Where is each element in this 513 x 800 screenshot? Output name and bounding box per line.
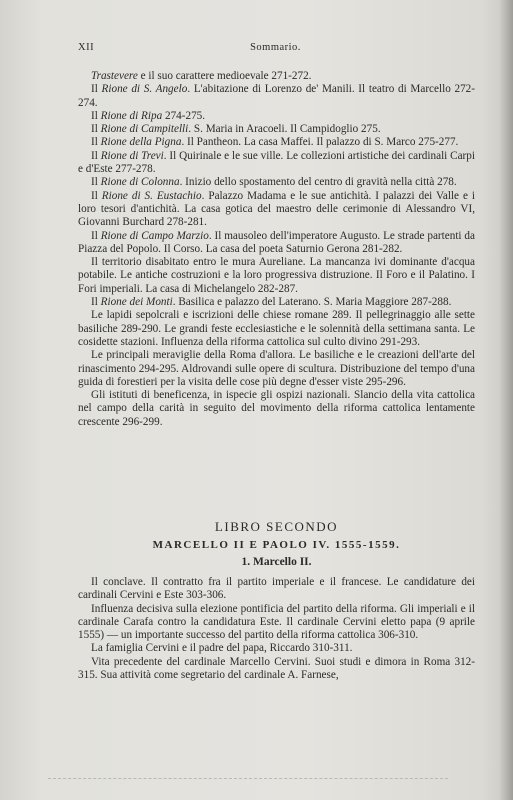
entry-text: Il bbox=[91, 189, 102, 202]
summary-entry bbox=[78, 136, 475, 149]
entry-italic-text: Trastevere bbox=[91, 70, 138, 82]
entry-text: Le principali meraviglie della Roma d'allora. Le basiliche e le creazioni dell'arte del rinascimento 294-295. Aldrovandi sulle opere di scultura. Distribuzione del tempo d'una guida di forestieri per la visita delle cose più degne d'esser viste 295-296. bbox=[78, 349, 475, 388]
entry-italic-text: Rione di Trevi bbox=[100, 149, 164, 162]
entry-italic-text: Rione dei Monti bbox=[100, 296, 173, 309]
summary-entry bbox=[78, 230, 475, 257]
summary-entry bbox=[78, 256, 475, 296]
entry-text: Le lapidi sepolcrali e iscrizioni delle chiese romane 289. Il pellegrinaggio alle sette basiliche 289-290. Le grandi feste ecclesiastiche e le solennità della settimana santa. Le cosidette stazioni. Influenza della riforma cattolica sul culto divino 291-293. bbox=[78, 309, 475, 348]
page-number: XII bbox=[78, 42, 95, 53]
entry-text: . L'abitazione di Lorenzo de' Manili. Il teatro di Marcello 272-274. bbox=[78, 83, 475, 109]
entry-text: e il suo carattere medioevale 271-272. bbox=[137, 70, 312, 82]
entry-italic-text: Rione di Colonna bbox=[100, 176, 180, 189]
entry-text: Il territorio disabitato entro le mura Aureliane. La mancanza ivi dominante d'acqua potabile. Le antiche costruzioni e la loro progressiva distruzione. Il Foro e il Palatino. I Fori imperiali. La casa di Michelangelo 282-287. bbox=[78, 256, 475, 295]
entry-text: . Basilica e palazzo del Laterano. S. Maria Maggiore 287-288. bbox=[172, 296, 452, 309]
entry-text: Il bbox=[91, 229, 101, 242]
entry-text: . Il Quirinale e le sue ville. Le collezioni artistiche dei cardinali Carpi e d'Este 277-278. bbox=[78, 149, 475, 176]
entry-text: Il bbox=[91, 83, 102, 96]
entry-text: . Il Pantheon. La casa Maffei. Il palazzo di S. Marco 275-277. bbox=[181, 136, 459, 149]
summary-entries bbox=[78, 70, 475, 429]
book-title: LIBRO SECONDO bbox=[214, 519, 339, 534]
entry-text: Il bbox=[91, 296, 101, 309]
entry-text: Gli istituti di beneficenza, in ispecie gli ospizi nazionali. Slancio della vita cattolica nel campo della carità in seguito del movimento della riforma cattolica lentamente crescente 296-299. bbox=[78, 389, 475, 428]
entry-text: La famiglia Cervini e il padre del papa, Riccardo 310-311. bbox=[91, 642, 353, 655]
entry-text: Il bbox=[91, 109, 101, 122]
summary-entry bbox=[78, 70, 475, 83]
summary-entry bbox=[78, 349, 475, 389]
entry-italic-text: Rione di Campo Marzio bbox=[100, 229, 209, 242]
entry-text: Il bbox=[91, 123, 101, 136]
summary-entry bbox=[78, 603, 475, 643]
summary-entry bbox=[78, 110, 475, 123]
entry-text: . Il mausoleo dell'imperatore Augusto. Le strade partenti da Piazza del Popolo. Il Corso. La casa del poeta Saturnio Gerona 281-282. bbox=[78, 229, 475, 255]
summary-entry bbox=[78, 642, 475, 655]
chapter-heading: 1. Marcello II. bbox=[241, 556, 312, 568]
summary-entry bbox=[78, 83, 475, 110]
summary-entry bbox=[78, 150, 475, 177]
running-title: Sommario. bbox=[250, 42, 301, 53]
entry-italic-text: Rione di S. Eustachio bbox=[101, 189, 202, 202]
entry-text: 274-275. bbox=[162, 109, 206, 122]
entry-italic-text: Rione di Ripa bbox=[100, 109, 163, 122]
entry-text: Il bbox=[91, 136, 101, 149]
page-spine-shadow bbox=[499, 0, 513, 800]
entry-text: Il bbox=[91, 176, 101, 189]
summary-entry bbox=[78, 190, 475, 230]
summary-entry bbox=[78, 309, 475, 349]
entry-italic-text: Rione di Campitelli bbox=[100, 123, 189, 136]
entry-text: . Inizio dello spostamento del centro di gravità nella città 278. bbox=[179, 176, 457, 189]
entry-text: Influenza decisiva sulla elezione pontificia del partito della riforma. Gli imperiali e il cardinale Carafa contro la candidatura Este. Il cardinale Cervini eletto papa (9 aprile 1555) — un importante successo del partito della riforma cattolica 306-310. bbox=[78, 602, 475, 642]
bottom-rule bbox=[48, 778, 448, 780]
summary-entry bbox=[78, 656, 475, 683]
summary-entry bbox=[78, 123, 475, 136]
page-header bbox=[78, 42, 473, 53]
entry-text: Il conclave. Il contratto fra il partito imperiale e il francese. Le candidature dei cardinali Cervini e Este 303-306. bbox=[78, 576, 475, 602]
summary-entry bbox=[78, 389, 475, 429]
entry-text: Il bbox=[91, 149, 101, 162]
summary-entry bbox=[78, 296, 475, 309]
entry-text: . S. Maria in Aracoeli. Il Campidoglio 275. bbox=[188, 123, 381, 136]
summary-entry bbox=[78, 576, 475, 603]
chapter-entries bbox=[78, 576, 475, 682]
entry-italic-text: Rione della Pigna bbox=[100, 136, 182, 149]
summary-entry bbox=[78, 176, 475, 189]
entry-text: Vita precedente del cardinale Marcello Cervini. Suoi studi e dimora in Roma 312-315. Sua attività come segretario del cardinale A. Farnese, bbox=[78, 655, 475, 682]
book-subtitle: MARCELLO II E PAOLO IV. 1555-1559. bbox=[152, 539, 401, 551]
entry-text: . Palazzo Madama e le sue antichità. I palazzi dei Valle e i loro tesori d'antichità. La casa gotica del maestro delle cerimonie di Alessandro VI, Giovanni Burchard 278-281. bbox=[78, 189, 475, 229]
entry-italic-text: Rione di S. Angelo bbox=[101, 83, 188, 96]
